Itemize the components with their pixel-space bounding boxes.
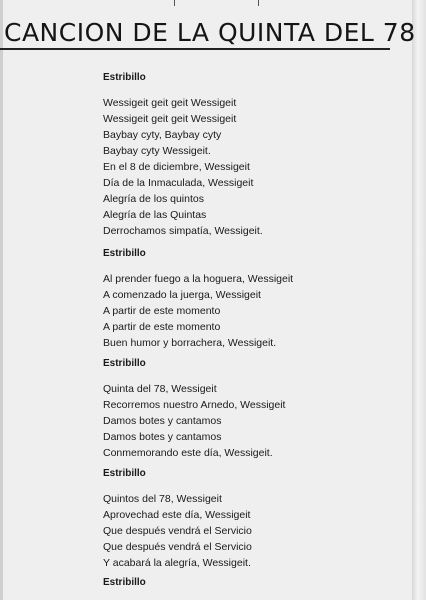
page-spine-edge (0, 0, 3, 600)
stanza-heading: Estribillo (103, 72, 146, 83)
lyric-line: Damos botes y cantamos (103, 431, 222, 443)
lyric-line: En el 8 de diciembre, Wessigeit (103, 161, 250, 173)
lyric-line: Recorremos nuestro Arnedo, Wessigeit (103, 399, 286, 411)
stanza-heading: Estribillo (103, 358, 146, 369)
lyric-line: Wessigeit geit geit Wessigeit (103, 97, 237, 109)
stanza-1 (103, 72, 263, 239)
lyric-line: Derrochamos simpatía, Wessigeit. (103, 225, 263, 237)
stanza-heading: Estribillo (103, 577, 146, 588)
lyric-line: Baybay cyty, Baybay cyty (103, 129, 222, 141)
stanza-3 (103, 358, 285, 461)
lyric-line: Buen humor y borrachera, Wessigeit. (103, 337, 277, 349)
lyric-line: A comenzado la juerga, Wessigeit (103, 289, 261, 301)
lyric-line: Y acabará la alegría, Wessigeit. (103, 557, 251, 569)
lyric-line: Baybay cyty Wessigeit. (103, 145, 211, 157)
lyric-line: Quinta del 78, Wessigeit (103, 383, 217, 395)
stanza-2 (103, 248, 293, 351)
top-scan-mark (258, 0, 259, 6)
lyric-line: Que después vendrá el Servicio (103, 541, 252, 553)
stanza-4 (103, 468, 252, 571)
stanza-heading: Estribillo (103, 468, 146, 479)
lyric-line: Aprovechad este día, Wessigeit (103, 509, 251, 521)
lyric-line: Al prender fuego a la hoguera, Wessigeit (103, 273, 294, 285)
lyric-line: A partir de este momento (103, 321, 221, 333)
lyric-line: Alegría de las Quintas (103, 209, 207, 221)
title-underline (0, 48, 390, 50)
lyric-line: Día de la Inmaculada, Wessigeit (103, 177, 254, 189)
stanza-5 (103, 577, 146, 600)
lyric-line: Alegría de los quintos (103, 193, 204, 205)
lyric-line: Conmemorando este día, Wessigeit. (103, 447, 273, 459)
page-title: CANCION DE LA QUINTA DEL 78 (4, 18, 416, 47)
page-right-edge (412, 0, 426, 600)
top-scan-mark (174, 0, 175, 6)
lyric-line: A partir de este momento (103, 305, 221, 317)
lyric-line: Wessigeit geit geit Wessigeit (103, 113, 237, 125)
lyric-line: Quintos del 78, Wessigeit (103, 493, 222, 505)
lyric-line: Damos botes y cantamos (103, 415, 222, 427)
stanza-heading: Estribillo (103, 248, 146, 259)
lyric-line: Que después vendrá el Servicio (103, 525, 252, 537)
